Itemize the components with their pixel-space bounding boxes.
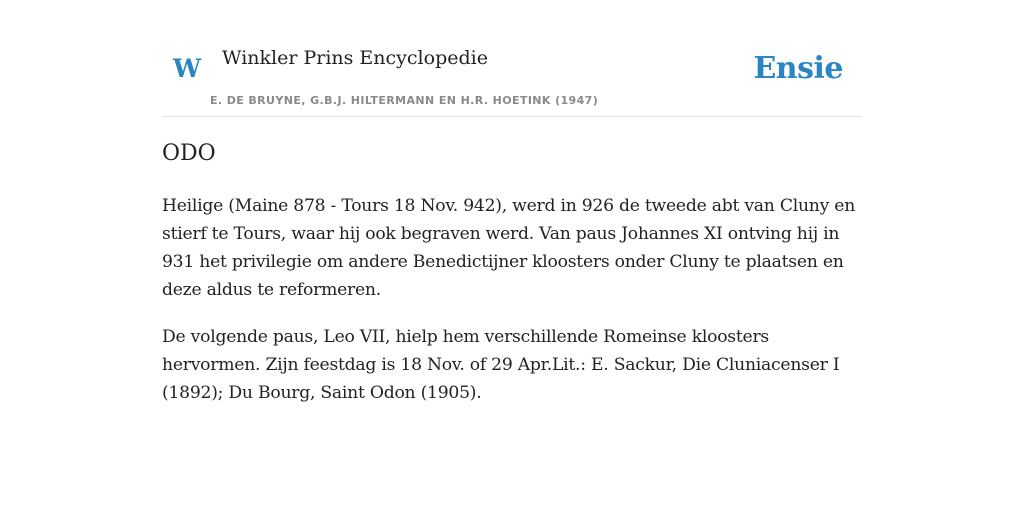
entry-body (162, 192, 862, 426)
encyclopedia-logo[interactable]: W (173, 54, 202, 83)
entry-paragraph: De volgende paus, Leo VII, hielp hem verschillende Romeinse kloosters hervormen. Zijn feestdag is 18 Nov. of 29 Apr.Lit.: E. Sackur, Die Cluniacenser I (1892); Du Bourg, Saint Odon (1905). (162, 327, 840, 403)
header (162, 0, 862, 117)
book-title-link[interactable]: Winkler Prins Encyclopedie (222, 47, 488, 69)
entry-title: ODO (162, 141, 216, 166)
ensie-logo-link[interactable]: Ensie (753, 51, 843, 86)
entry-paragraph: Heilige (Maine 878 - Tours 18 Nov. 942), werd in 926 de tweede abt van Cluny en stierf te Tours, waar hij ook begraven werd. Van paus Johannes XI ontving hij in 931 het privilegie om andere Benedictijner kloosters onder Cluny te plaatsen en deze aldus te reformeren. (162, 196, 856, 300)
authors-line: E. DE BRUYNE, G.B.J. HILTERMANN EN H.R. HOETINK (1947) (210, 94, 599, 107)
